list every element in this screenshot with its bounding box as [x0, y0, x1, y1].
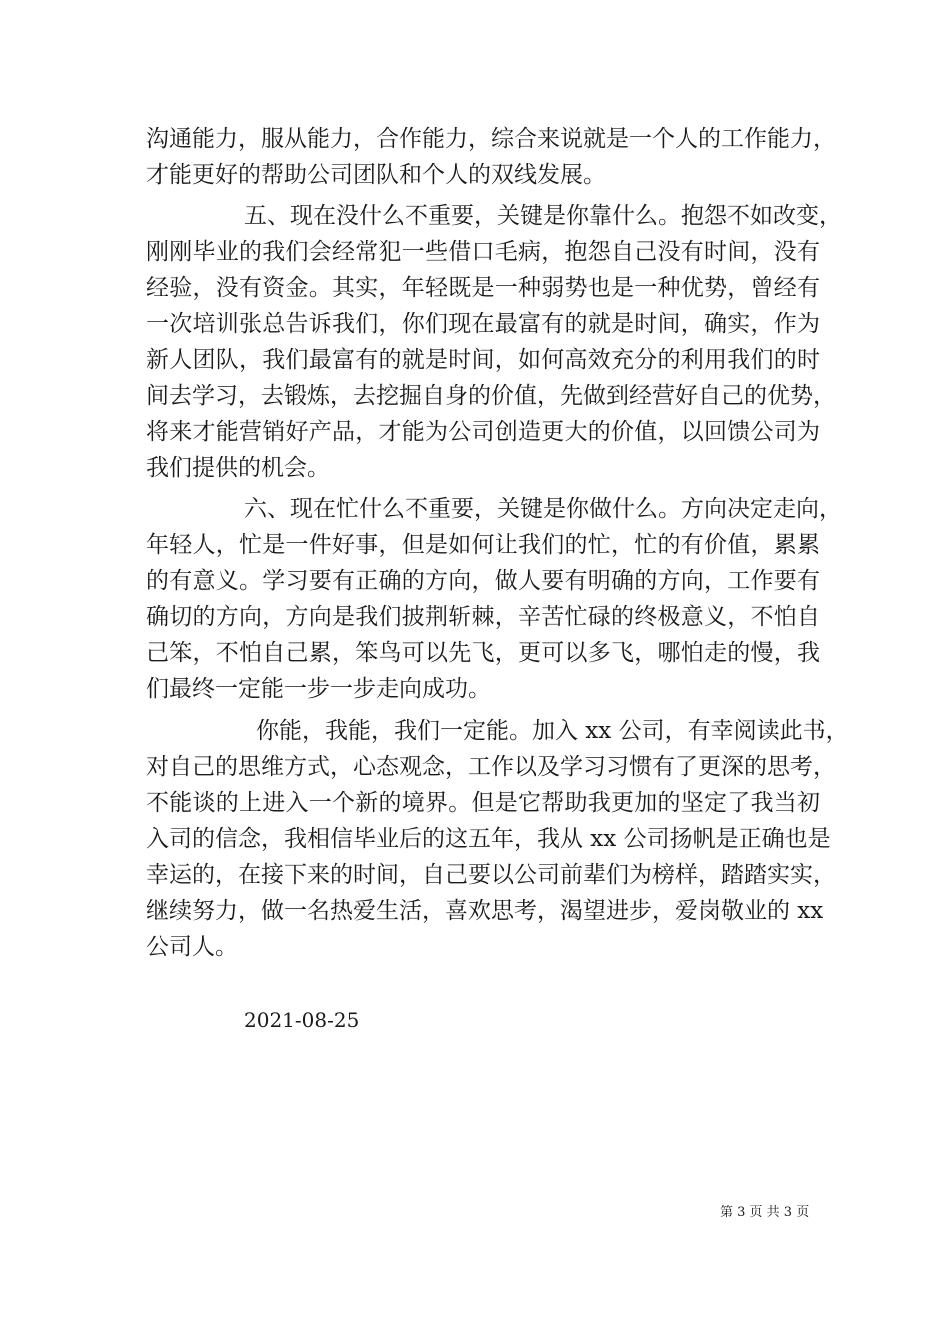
text-line: 刚刚毕业的我们会经常犯一些借口毛病，抱怨自己没有时间，没有 — [146, 239, 820, 265]
text-line: 幸运的，在接下来的时间，自己要以公司前辈们为榜样，踏踏实实， — [146, 862, 836, 888]
paragraph-heading-6: 六、现在忙什么不重要，关键是你做什么。方向决定走向， — [244, 496, 842, 522]
text-line: 不能谈的上进入一个新的境界。但是它帮助我更加的坚定了我当初 — [146, 790, 820, 816]
text-line: 才能更好的帮助公司团队和个人的双线发展。 — [146, 162, 606, 188]
text-line: 对自己的思维方式，心态观念，工作以及学习习惯有了更深的思考， — [146, 754, 836, 780]
text-line: 一次培训张总告诉我们，你们现在最富有的就是时间，确实，作为 — [146, 311, 820, 337]
text-line: 经验，没有资金。其实，年轻既是一种弱势也是一种优势，曾经有 — [146, 275, 820, 301]
text-line: 继续努力，做一名热爱生活，喜欢思考，渴望进步，爱岗敬业的 xx — [146, 898, 824, 924]
paragraph-closing-start: 你能，我能，我们一定能。加入 xx 公司，有幸阅读此书， — [256, 718, 849, 744]
paragraph-heading-5: 五、现在没什么不重要，关键是你靠什么。抱怨不如改变， — [244, 203, 842, 229]
text-line: 入司的信念，我相信毕业后的这五年，我从 xx 公司扬帆是正确也是 — [146, 826, 831, 852]
text-line: 公司人。 — [146, 934, 238, 960]
text-line: 我们提供的机会。 — [146, 455, 330, 481]
text-line: 间去学习，去锻炼，去挖掘自身的价值，先做到经营好自己的优势， — [146, 383, 836, 409]
text-line: 的有意义。学习要有正确的方向，做人要有明确的方向，工作要有 — [146, 568, 820, 594]
text-line: 确切的方向，方向是我们披荆斩棘，辛苦忙碌的终极意义，不怕自 — [146, 604, 820, 630]
text-line: 将来才能营销好产品，才能为公司创造更大的价值，以回馈公司为 — [146, 419, 820, 445]
page-number-footer: 第 3 页 共 3 页 — [720, 1205, 810, 1220]
text-line: 沟通能力，服从能力，合作能力，综合来说就是一个人的工作能力， — [146, 126, 836, 152]
text-line: 新人团队，我们最富有的就是时间，如何高效充分的利用我们的时 — [146, 347, 820, 373]
document-date: 2021-08-25 — [244, 1008, 360, 1032]
text-line: 们最终一定能一步一步走向成功。 — [146, 676, 491, 702]
text-line: 年轻人，忙是一件好事，但是如何让我们的忙，忙的有价值，累累 — [146, 532, 820, 558]
text-line: 己笨，不怕自己累，笨鸟可以先飞，更可以多飞，哪怕走的慢，我 — [146, 640, 820, 666]
